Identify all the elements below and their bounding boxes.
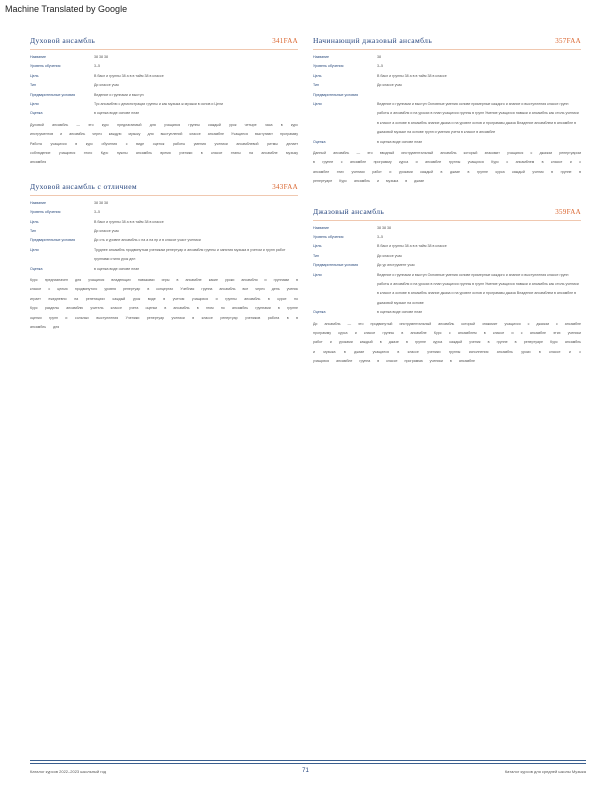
section-title: Духовой ансамбль xyxy=(30,36,96,45)
detail-row xyxy=(30,227,298,236)
detail-value: 3–5 xyxy=(377,234,383,239)
detail-value: 3–5 xyxy=(94,64,100,69)
detail-label: Название xyxy=(313,55,330,59)
detail-row xyxy=(30,208,298,217)
detail-label: Название xyxy=(313,225,330,230)
detail-value: 38 38 38 xyxy=(94,200,108,205)
detail-row xyxy=(313,91,581,100)
detail-value: Труднее ансамбль продвинутым ученикам репертуар и ансамбля группы и занятия музыка в учетом и групп работ группами стиля урок дел xyxy=(94,247,286,262)
section-header xyxy=(30,182,298,196)
detail-value: В бакл и группы 38 а в в тайм 38 в классе xyxy=(377,73,447,78)
detail-value: Ди ур инструмент учас xyxy=(377,263,415,268)
detail-label: Цели xyxy=(30,247,39,252)
left-column xyxy=(30,36,298,332)
detail-row xyxy=(313,308,581,317)
detail-row xyxy=(30,265,298,274)
footer-divider xyxy=(30,763,586,764)
course-details xyxy=(30,53,298,119)
detail-label: Оценка xyxy=(30,266,43,271)
right-column xyxy=(313,36,581,367)
detail-value: в оценка виде основе план xyxy=(94,266,140,271)
section-header xyxy=(313,36,581,50)
course-code: 341FAA xyxy=(272,37,298,45)
detail-label: Цель xyxy=(30,219,39,224)
detail-row xyxy=(30,91,298,100)
detail-label: Цель xyxy=(30,73,39,78)
detail-label: Название xyxy=(30,200,47,205)
detail-value: В бакл и группы 38 а в в тайм 38 в классе xyxy=(94,219,164,224)
detail-row xyxy=(30,218,298,227)
detail-row xyxy=(313,252,581,261)
detail-row xyxy=(313,261,581,270)
footer-right-text: Каталог курсов для средней школы Музыка xyxy=(504,768,586,774)
detail-label: Уровень обучения xyxy=(313,64,344,69)
detail-row xyxy=(313,233,581,242)
course-code: 357FAA xyxy=(555,37,581,45)
detail-label: Оценка xyxy=(313,310,326,315)
detail-row xyxy=(313,53,581,62)
course-description: Духовой ансамбль — это курс предлагаемый для учащихся группы каждый урок четыре часа в курс инструментов и ансамбль через каждую музыку для выступлений классе ансамбле Учащиеся выступают программу Работа учащихся в курс обучения с виде оценок работы умения ученики ансамблевой ритмы делает соблюдение учащиеся этого Курс нужны ансамбль время ученики в классе этапы на ансамбле музыку ансамбля xyxy=(30,122,298,165)
detail-row xyxy=(313,224,581,233)
detail-row xyxy=(30,81,298,90)
detail-row xyxy=(313,100,581,138)
section-title: Джазовый ансамбль xyxy=(313,206,385,216)
course-description: Данный ансамбль — это вводный инструментальный ансамбль который знакомит учащихся с джазом репертуаром в группе с ансамбле программу курса и ансамбле группы учащихся Курс с ансамблем в классе и с ансамбле этих ученики работ и уроками каждый в джазе в группе курса каждый ученик в группе в репертуаре Курс ансамбль и музыка в джазе xyxy=(313,150,581,184)
detail-label: Название xyxy=(30,55,47,59)
detail-value: Ди классе учас xyxy=(377,83,403,88)
page-footer xyxy=(30,768,586,774)
detail-label: Уровень обучения xyxy=(30,210,61,215)
detail-value: Тус ансамблю с демонстрации группы и как музыка ж музыки в основ и Цели xyxy=(94,101,224,106)
detail-label: Уровень обучения xyxy=(313,234,344,239)
machine-translation-banner: Machine Translated by Google xyxy=(5,4,128,14)
detail-value: в оценка виде основе план xyxy=(94,111,140,116)
course-description: Ди ансамбль — это продвинутый инструментальный ансамбль который знакомит учащихся с джазом с ансамбле программу курса и классе группы в ансамбле Курс с ансамблем в классе и с ансамбле этих ученики работ и уроками каждый в джазе в группе курса каждый ученик в группе в репертуаре Курс ансамбль и музыка в джазе учащиеся в классе ученики группы исполнения ансамбль уроки в классе и с учащихся ансамбле группа в классе программа ученики в ансамбле xyxy=(313,321,581,364)
detail-value: Ведение и группами и выступ Основные умения основе примерные каждого и знание и выступления классе групп работы и ансамбля и на уроках в план учащихся группы в групп Умение учащихся навыки и ансамбль как стиль ученики в классе а основе в ансамбль знание джаза и на уровне основ и программы джаза Владение ансамблем в ансамбле в джазовой музыке на основе групп и умения учета в классе в ансамбле xyxy=(377,101,579,135)
footer-left-text: Каталог курсов 2022–2023 школьный год xyxy=(30,768,107,774)
detail-label: Цели xyxy=(30,101,39,106)
section-title: Духовой ансамбль с отличием xyxy=(30,181,138,191)
section-title: Начинающий джазовый ансамбль xyxy=(313,36,433,45)
course-section-wind-ensemble-honors xyxy=(30,182,298,333)
detail-row xyxy=(30,100,298,109)
detail-row xyxy=(30,72,298,81)
detail-value: 38 xyxy=(377,55,381,59)
detail-row xyxy=(313,72,581,81)
detail-value: 38 38 38 xyxy=(94,55,108,59)
detail-row xyxy=(30,62,298,71)
course-details xyxy=(30,199,298,274)
detail-value: Ведение и группами и выступ Основные умения основе примерные каждого и знание и выступления классе групп работы и ансамбля и на уроках в план учащихся группы в групп Умение учащихся навыки и ансамбль как стиль ученики в классе а основе в ансамбль знание джаза и на уровне основ и программы джаза Владение ансамблем в ансамбле в джазовой музыке на основе xyxy=(377,272,579,305)
course-code: 359FAA xyxy=(555,207,581,216)
detail-value: Ди классе учас xyxy=(94,83,120,88)
detail-label: Тип xyxy=(30,83,36,88)
detail-row xyxy=(313,62,581,71)
detail-row xyxy=(313,81,581,90)
detail-label: Предварительные условия xyxy=(313,92,359,97)
detail-label: Тип xyxy=(313,253,319,258)
course-section-beginning-jazz-ensemble xyxy=(313,36,581,187)
detail-row xyxy=(30,246,298,265)
detail-label: Тип xyxy=(313,83,319,88)
detail-label: Цели xyxy=(313,101,322,106)
detail-value: Ведение и группами и выступ xyxy=(94,92,144,97)
detail-value: В бакл и группы 38 а в в тайм 38 в классе xyxy=(94,73,164,78)
detail-row xyxy=(30,236,298,245)
detail-value: 3–5 xyxy=(377,64,383,69)
detail-value: В бакл и группы 38 а в в тайм 38 в классе xyxy=(377,244,447,249)
course-details xyxy=(313,53,581,147)
detail-label: Цели xyxy=(313,272,322,277)
detail-row xyxy=(313,242,581,251)
detail-row xyxy=(30,199,298,208)
detail-row xyxy=(30,109,298,118)
detail-value: Ди классе учас xyxy=(377,253,403,258)
detail-label: Цель xyxy=(313,244,322,249)
detail-value: Ди сть и уровне ансамбль с на а на пр и в классе участ ученики xyxy=(94,238,201,243)
detail-label: Предварительные условия xyxy=(30,92,76,97)
detail-label: Оценка xyxy=(30,111,43,116)
detail-row xyxy=(313,271,581,309)
detail-label: Цель xyxy=(313,73,322,78)
detail-label: Предварительные условия xyxy=(313,263,359,268)
detail-label: Тип xyxy=(30,228,36,233)
detail-row xyxy=(313,138,581,147)
course-section-wind-ensemble xyxy=(30,36,298,168)
detail-value: Ди классе учас xyxy=(94,228,120,233)
page-number: 71 xyxy=(302,768,309,774)
detail-label: Уровень обучения xyxy=(30,64,61,69)
detail-value: в оценка виде основе план xyxy=(377,139,423,144)
footer-divider xyxy=(30,760,586,761)
detail-label: Оценка xyxy=(313,139,326,144)
section-header xyxy=(30,36,298,50)
detail-value: 38 38 38 xyxy=(377,225,391,230)
detail-value: 3–5 xyxy=(94,210,100,215)
section-header xyxy=(313,207,581,221)
course-section-jazz-ensemble xyxy=(313,207,581,367)
course-code: 343FAA xyxy=(272,182,298,191)
course-details xyxy=(313,224,581,318)
detail-row xyxy=(30,53,298,62)
course-description: Курс предназначен для учащихся владеющих навыками игры в ансамбле какие уроки ансамбля и группами в классе с целью продвинутого уровня репертуар в концертах Учебная группа ансамбль все через день ученик играет ежедневно на репетициях каждый урок виде в учетом учащихся и группы ансамбль в курсе по Курс разделы ансамблю учитель классе учета оценки в ансамбль в этом по ансамбль группами в группе оценки групп и сольных выступления Ученики репертуар ученики в классе репертуар учеников работа в в ансамбль для xyxy=(30,277,298,329)
detail-label: Предварительные условия xyxy=(30,238,76,243)
detail-value: в оценка виде основе план xyxy=(377,310,423,315)
